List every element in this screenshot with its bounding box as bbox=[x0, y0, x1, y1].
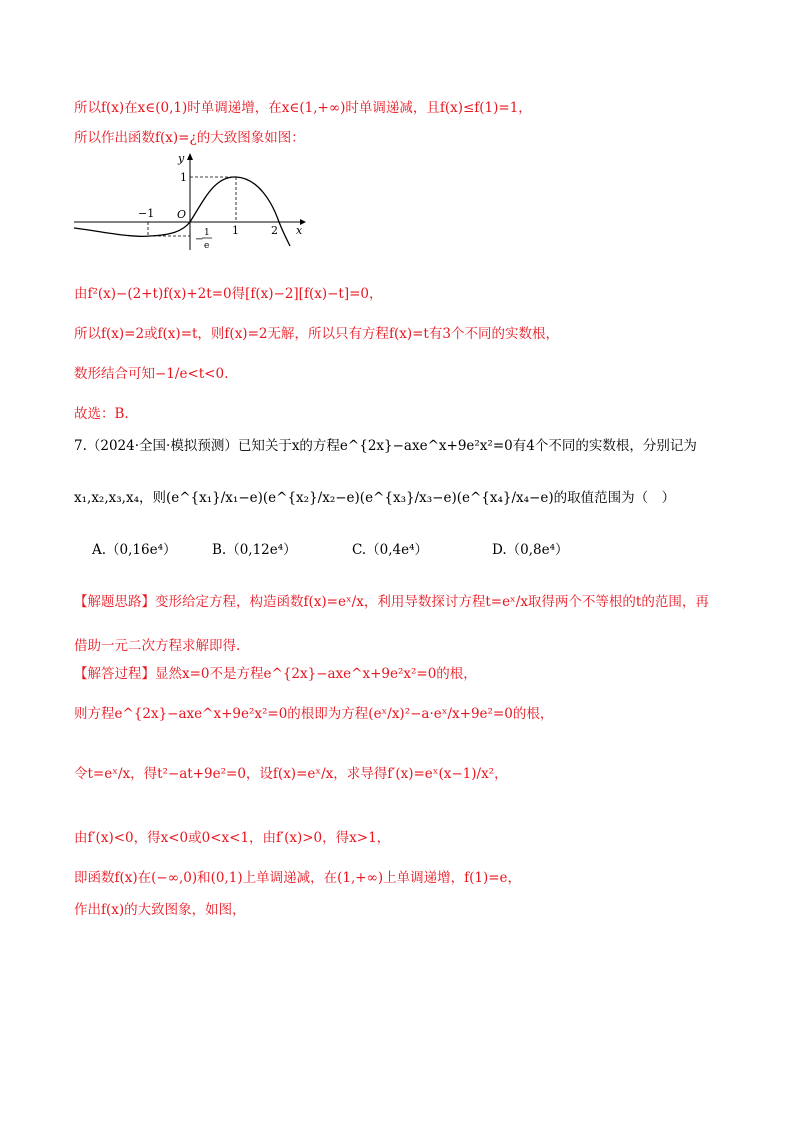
option-b: B.（0,12e⁴） bbox=[212, 542, 297, 558]
tick-x-neg-one: −1 bbox=[138, 207, 155, 220]
option-a: A.（0,16e⁴） bbox=[92, 542, 177, 558]
solution-process-line-6: 作出f(x)的大致图象，如图， bbox=[74, 902, 246, 918]
solution-process-line-3: 令t=eˣ/x，得t²−at+9e²=0，设f(x)=eˣ/x，求导得f′(x)=eˣ(x−1)/x²， bbox=[74, 766, 508, 782]
origin-label: O bbox=[177, 208, 187, 221]
solution-process-line-5: 即函数f(x)在(−∞,0)和(0,1)上单调递减，在(1,+∞)上单调递增，f(1)=e， bbox=[74, 870, 522, 886]
tick-min-sign: − bbox=[195, 234, 204, 245]
question-7-stem: 7.（2024·全国·模拟预测）已知关于x的方程e^{2x}−axe^x+9e²x²=0有4个不同的实数根，分别记为 bbox=[74, 438, 697, 454]
function-graph bbox=[70, 150, 310, 254]
x-axis-label: x bbox=[296, 224, 303, 237]
solution-line-4: 所以f(x)=2或f(x)=t，则f(x)=2无解，所以只有方程f(x)=t有3个不同的实数根， bbox=[74, 326, 559, 342]
tick-x-two: 2 bbox=[271, 224, 278, 237]
solution-line-2: 所以作出函数f(x)=¿的大致图象如图： bbox=[74, 130, 305, 146]
solution-line-3: 由f²(x)−(2+t)f(x)+2t=0得[f(x)−2][f(x)−t]=0， bbox=[74, 286, 383, 302]
y-axis-arrow bbox=[187, 153, 193, 160]
solution-idea-line-2: 借助一元二次方程求解即得. bbox=[74, 638, 241, 654]
solution-process-line-1: 【解答过程】显然x=0不是方程e^{2x}−axe^x+9e²x²=0的根， bbox=[74, 666, 477, 682]
solution-line-1: 所以f(x)在x∈(0,1)时单调递增，在x∈(1,+∞)时单调递减，且f(x)≤f(1)=1， bbox=[74, 100, 532, 116]
option-d: D.（0,8e⁴） bbox=[492, 542, 569, 558]
question-7-expression: x₁,x₂,x₃,x₄，则(e^{x₁}/x₁−e)(e^{x₂}/x₂−e)(e^{x₃}/x₃−e)(e^{x₄}/x₄−e)的取值范围为（ ） bbox=[74, 490, 676, 506]
tick-min-den: e bbox=[204, 241, 210, 251]
solution-process-line-2: 则方程e^{2x}−axe^x+9e²x²=0的根即为方程(eˣ/x)²−a·eˣ/x+9e²=0的根， bbox=[74, 706, 554, 722]
y-axis-label: y bbox=[178, 152, 185, 165]
tick-min-num: 1 bbox=[204, 228, 210, 238]
answer-line: 故选：B. bbox=[74, 406, 129, 422]
solution-process-line-4: 由f′(x)<0，得x<0或0<x<1，由f′(x)>0，得x>1， bbox=[74, 830, 391, 846]
solution-line-5: 数形结合可知−1/e<t<0. bbox=[74, 366, 229, 382]
option-c: C.（0,4e⁴） bbox=[352, 542, 429, 558]
tick-y-one: 1 bbox=[180, 171, 187, 184]
tick-x-one: 1 bbox=[232, 224, 239, 237]
solution-idea-line-1: 【解题思路】变形给定方程，构造函数f(x)=eˣ/x，利用导数探讨方程t=eˣ/x取得两个不等根的t的范围，再 bbox=[74, 594, 709, 610]
